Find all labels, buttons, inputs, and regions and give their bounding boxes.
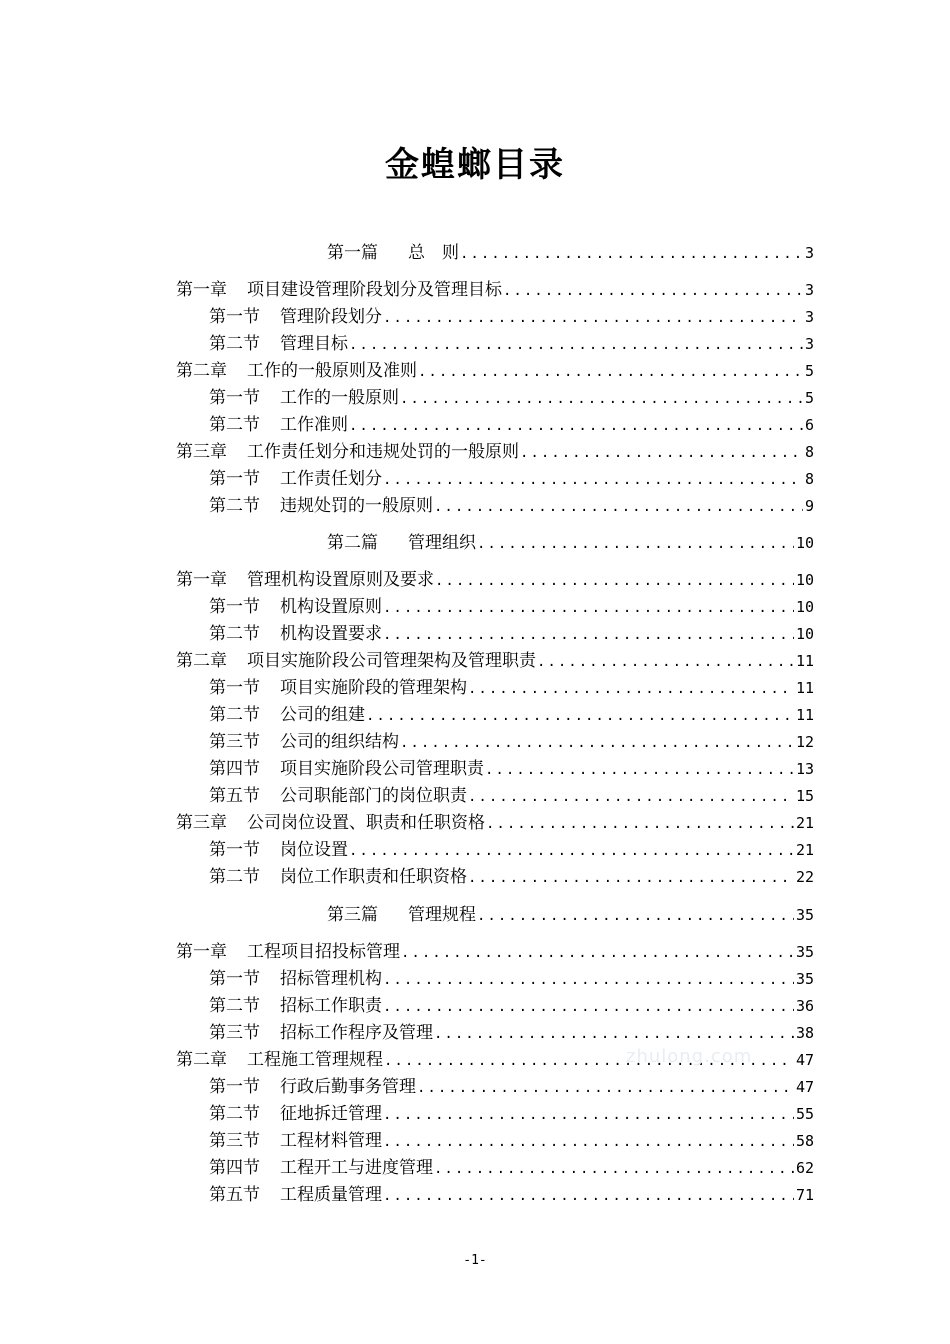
toc-entry-page-number: 6 (804, 416, 814, 434)
toc-entry-number: 第二节 (209, 705, 260, 725)
toc-entry-page-number: 55 (795, 1105, 814, 1123)
toc-entry-title: 工程开工与进度管理 (280, 1158, 433, 1178)
toc-entry-page-number: 22 (795, 868, 814, 886)
toc-entry-title: 管理机构设置原则及要求 (247, 570, 434, 590)
toc-entry-number: 第一篇 (327, 243, 378, 263)
toc-entry-chapter[interactable] (176, 939, 814, 966)
toc-entry-section[interactable] (209, 837, 814, 864)
toc-entry-section[interactable] (209, 1128, 814, 1155)
toc-entry-number: 第三节 (209, 1023, 260, 1043)
toc-entry-number: 第二节 (209, 334, 260, 354)
toc-entry-number: 第一章 (176, 570, 227, 590)
toc-entry-section[interactable] (209, 1101, 814, 1128)
toc-entry-number: 第二节 (209, 867, 260, 887)
toc-entry-chapter[interactable] (176, 648, 814, 675)
toc-entry-title: 工程施工管理规程 (247, 1050, 383, 1070)
toc-dot-leader (383, 1183, 794, 1209)
toc-entry-title: 工程质量管理 (280, 1185, 382, 1205)
toc-entry-title: 岗位工作职责和任职资格 (280, 867, 467, 887)
toc-entry-number: 第一节 (209, 678, 260, 698)
toc-dot-leader (400, 386, 803, 412)
toc-entry-number: 第一节 (209, 969, 260, 989)
toc-entry-title: 项目实施阶段公司管理架构及管理职责 (247, 651, 536, 671)
toc-entry-page-number: 11 (795, 652, 814, 670)
toc-dot-leader (477, 531, 794, 557)
toc-dot-leader (349, 332, 803, 358)
toc-entry-page-number: 35 (795, 906, 814, 924)
toc-dot-leader (486, 811, 794, 837)
toc-dot-leader (383, 994, 794, 1020)
toc-entry-section[interactable] (209, 412, 814, 439)
toc-entry-number: 第三节 (209, 1131, 260, 1151)
toc-entry-number: 第四节 (209, 1158, 260, 1178)
toc-dot-leader (477, 903, 794, 929)
toc-entry-page-number: 21 (795, 814, 814, 832)
toc-entry-page-number: 3 (804, 244, 814, 262)
toc-dot-leader (434, 1021, 794, 1047)
toc-entry-number: 第二节 (209, 415, 260, 435)
toc-dot-leader (418, 359, 803, 385)
toc-entry-page-number: 35 (795, 970, 814, 988)
toc-entry-number: 第五节 (209, 786, 260, 806)
toc-dot-leader (383, 967, 794, 993)
toc-entry-title: 工作准则 (280, 415, 348, 435)
toc-dot-leader (435, 568, 794, 594)
toc-entry-page-number: 11 (795, 706, 814, 724)
toc-entry-number: 第二章 (176, 651, 227, 671)
toc-dot-leader (468, 784, 794, 810)
toc-entry-number: 第一节 (209, 1077, 260, 1097)
toc-dot-leader (383, 467, 803, 493)
toc-entry-title: 岗位设置 (280, 840, 348, 860)
toc-dot-leader (434, 494, 803, 520)
toc-dot-leader (460, 241, 803, 267)
toc-dot-leader (468, 676, 794, 702)
toc-entry-number: 第二节 (209, 1104, 260, 1124)
toc-entry-page-number: 10 (795, 534, 814, 552)
toc-entry-title: 公司职能部门的岗位职责 (280, 786, 467, 806)
toc-entry-page-number: 10 (795, 571, 814, 589)
toc-entry-number: 第一章 (176, 280, 227, 300)
toc-entry-page-number: 36 (795, 997, 814, 1015)
toc-entry-title: 项目建设管理阶段划分及管理目标 (247, 280, 502, 300)
toc-entry-title: 管理规程 (408, 905, 476, 925)
toc-entry-part[interactable] (327, 240, 814, 267)
toc-dot-leader (503, 278, 803, 304)
toc-entry-section[interactable] (209, 331, 814, 358)
toc-entry-page-number: 3 (804, 281, 814, 299)
toc-entry-title: 管理目标 (280, 334, 348, 354)
toc-entry-page-number: 62 (795, 1159, 814, 1177)
toc-entry-title: 机构设置要求 (280, 624, 382, 644)
toc-entry-page-number: 11 (795, 679, 814, 697)
toc-dot-leader (401, 940, 794, 966)
toc-entry-section[interactable] (209, 1020, 814, 1047)
toc-entry-section[interactable] (209, 304, 814, 331)
toc-entry-title: 工作的一般原则 (280, 388, 399, 408)
page-title: 金蝗螂目录 (385, 145, 565, 185)
toc-entry-number: 第三篇 (327, 905, 378, 925)
toc-dot-leader (383, 622, 794, 648)
toc-entry-title: 招标工作职责 (280, 996, 382, 1016)
toc-dot-leader (349, 838, 794, 864)
toc-entry-section[interactable] (209, 594, 814, 621)
toc-dot-leader (366, 703, 794, 729)
toc-dot-leader (468, 865, 794, 891)
toc-entry-title: 行政后勤事务管理 (280, 1077, 416, 1097)
toc-entry-part[interactable] (327, 530, 814, 557)
toc-entry-title: 公司岗位设置、职责和任职资格 (247, 813, 485, 833)
toc-dot-leader (400, 730, 794, 756)
toc-entry-section[interactable] (209, 385, 814, 412)
toc-entry-chapter[interactable] (176, 439, 814, 466)
toc-entry-number: 第一节 (209, 597, 260, 617)
toc-entry-chapter[interactable] (176, 358, 814, 385)
toc-entry-title: 招标工作程序及管理 (280, 1023, 433, 1043)
toc-entry-title: 总 则 (408, 243, 459, 263)
toc-entry-number: 第三章 (176, 442, 227, 462)
toc-entry-number: 第四节 (209, 759, 260, 779)
toc-entry-number: 第一节 (209, 307, 260, 327)
toc-entry-number: 第一节 (209, 469, 260, 489)
toc-entry-number: 第二篇 (327, 533, 378, 553)
toc-dot-leader (434, 1156, 794, 1182)
toc-entry-section[interactable] (209, 783, 814, 810)
toc-dot-leader (349, 413, 803, 439)
toc-entry-section[interactable] (209, 702, 814, 729)
toc-entry-page-number: 3 (804, 335, 814, 353)
toc-entry-page-number: 15 (795, 787, 814, 805)
toc-entry-number: 第二节 (209, 996, 260, 1016)
toc-entry-page-number: 21 (795, 841, 814, 859)
toc-entry-title: 招标管理机构 (280, 969, 382, 989)
toc-entry-number: 第二章 (176, 361, 227, 381)
toc-entry-page-number: 12 (795, 733, 814, 751)
toc-entry-title: 管理组织 (408, 533, 476, 553)
toc-entry-part[interactable] (327, 902, 814, 929)
toc-entry-page-number: 3 (804, 308, 814, 326)
toc-entry-page-number: 9 (804, 497, 814, 515)
toc-entry-section[interactable] (209, 1182, 814, 1209)
toc-entry-section[interactable] (209, 729, 814, 756)
toc-entry-page-number: 10 (795, 625, 814, 643)
toc-dot-leader (383, 1102, 794, 1128)
toc-entry-section[interactable] (209, 493, 814, 520)
toc-entry-section[interactable] (209, 756, 814, 783)
toc-entry-title: 工作责任划分 (280, 469, 382, 489)
toc-entry-title: 机构设置原则 (280, 597, 382, 617)
toc-entry-number: 第二章 (176, 1050, 227, 1070)
toc-entry-chapter[interactable] (176, 810, 814, 837)
toc-entry-number: 第二节 (209, 624, 260, 644)
toc-entry-page-number: 71 (795, 1186, 814, 1204)
toc-entry-page-number: 5 (804, 362, 814, 380)
watermark: zhulong.com (626, 1046, 753, 1067)
toc-entry-section[interactable] (209, 993, 814, 1020)
toc-entry-page-number: 58 (795, 1132, 814, 1150)
toc-entry-section[interactable] (209, 621, 814, 648)
toc-entry-title: 公司的组建 (280, 705, 365, 725)
toc-entry-section[interactable] (209, 466, 814, 493)
toc-entry-title: 工作责任划分和违规处罚的一般原则 (247, 442, 519, 462)
toc-entry-page-number: 8 (804, 443, 814, 461)
toc-dot-leader (383, 305, 803, 331)
toc-dot-leader (417, 1075, 794, 1101)
toc-entry-title: 工程项目招投标管理 (247, 942, 400, 962)
toc-entry-number: 第三章 (176, 813, 227, 833)
toc-entry-number: 第一章 (176, 942, 227, 962)
toc-entry-section[interactable] (209, 675, 814, 702)
toc-entry-title: 项目实施阶段的管理架构 (280, 678, 467, 698)
toc-entry-chapter[interactable] (176, 567, 814, 594)
toc-entry-page-number: 47 (795, 1078, 814, 1096)
toc-entry-page-number: 10 (795, 598, 814, 616)
toc-entry-page-number: 38 (795, 1024, 814, 1042)
toc-entry-title: 管理阶段划分 (280, 307, 382, 327)
toc-entry-section[interactable] (209, 864, 814, 891)
toc-entry-number: 第一节 (209, 388, 260, 408)
page-number-footer: -1- (463, 1253, 487, 1268)
toc-entry-title: 违规处罚的一般原则 (280, 496, 433, 516)
toc-entry-number: 第一节 (209, 840, 260, 860)
toc-entry-number: 第五节 (209, 1185, 260, 1205)
toc-entry-page-number: 47 (795, 1051, 814, 1069)
toc-entry-page-number: 13 (795, 760, 814, 778)
toc-entry-title: 公司的组织结构 (280, 732, 399, 752)
toc-entry-number: 第三节 (209, 732, 260, 752)
toc-entry-title: 征地拆迁管理 (280, 1104, 382, 1124)
toc-dot-leader (383, 1129, 794, 1155)
toc-entry-title: 工程材料管理 (280, 1131, 382, 1151)
toc-dot-leader (485, 757, 794, 783)
toc-entry-section[interactable] (209, 966, 814, 993)
toc-dot-leader (383, 595, 794, 621)
toc-dot-leader (520, 440, 803, 466)
toc-entry-chapter[interactable] (176, 277, 814, 304)
toc-dot-leader (537, 649, 794, 675)
toc-entry-title: 工作的一般原则及准则 (247, 361, 417, 381)
toc-entry-section[interactable] (209, 1074, 814, 1101)
toc-entry-page-number: 5 (804, 389, 814, 407)
toc-entry-section[interactable] (209, 1155, 814, 1182)
toc-entry-page-number: 8 (804, 470, 814, 488)
toc-entry-title: 项目实施阶段公司管理职责 (280, 759, 484, 779)
toc-entry-number: 第二节 (209, 496, 260, 516)
toc-entry-page-number: 35 (795, 943, 814, 961)
